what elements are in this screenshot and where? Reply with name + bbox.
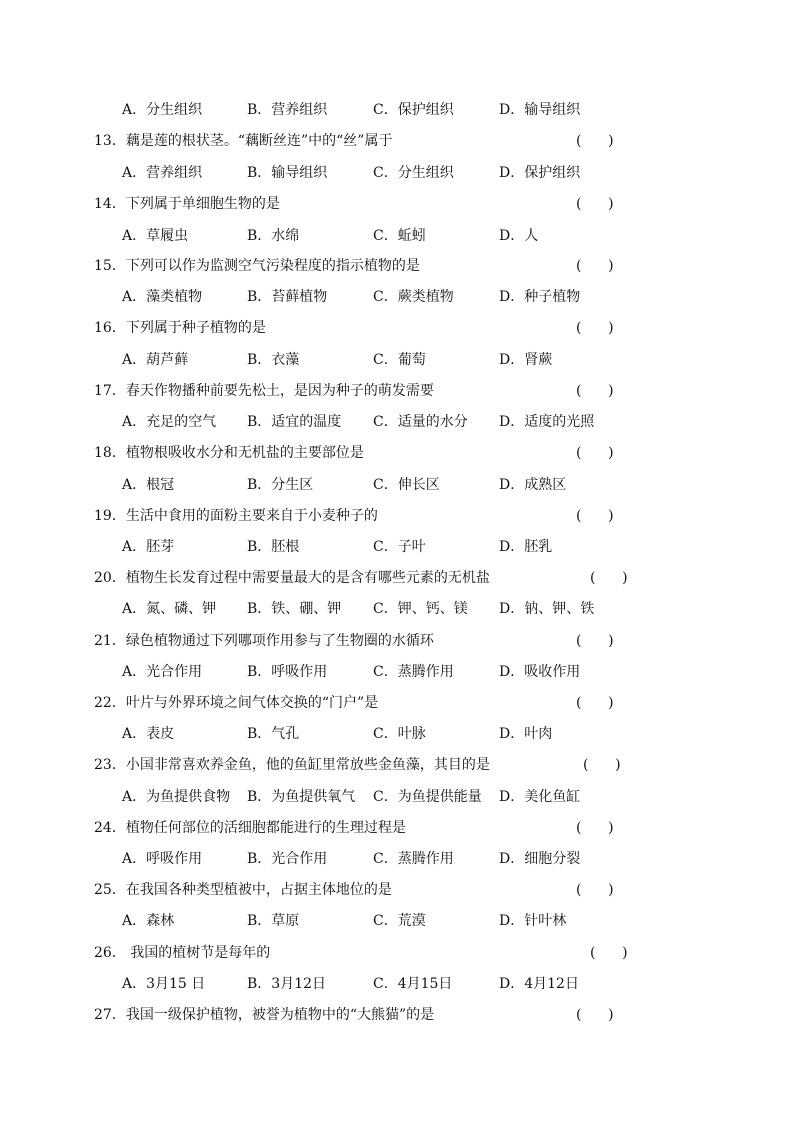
option-a: A．呼吸作用 <box>122 851 203 867</box>
option-d: D．保护组织 <box>499 165 581 181</box>
answer-parentheses: ( ) <box>576 882 614 898</box>
option-b: B．光合作用 <box>247 851 328 867</box>
option-b: B．苔藓植物 <box>247 289 328 305</box>
question-12-options <box>122 100 642 120</box>
answer-parentheses: ( ) <box>576 1007 614 1023</box>
option-c: C．蒸腾作用 <box>373 664 454 680</box>
option-c: C．葡萄 <box>373 352 426 368</box>
option-c: C．蕨类植物 <box>373 289 454 305</box>
answer-parentheses: ( ) <box>583 757 621 773</box>
option-d: D．适度的光照 <box>499 414 595 430</box>
question-13 <box>94 131 734 151</box>
question-19-options <box>122 537 642 557</box>
question-stem: 下列属于单细胞生物的是 <box>125 196 280 212</box>
question-18-options <box>122 475 642 495</box>
question-21-options <box>122 662 642 682</box>
option-d: D．成熟区 <box>499 477 567 493</box>
option-c: C．钾、钙、镁 <box>373 601 468 617</box>
option-a: A．葫芦藓 <box>122 352 189 368</box>
question-26 <box>94 943 734 963</box>
option-b: B．适宜的温度 <box>247 414 342 430</box>
answer-parentheses: ( ) <box>576 508 614 524</box>
question-25 <box>94 880 734 900</box>
option-c: C．荒漠 <box>373 913 426 929</box>
question-stem: 下列可以作为监测空气污染程度的指示植物的是 <box>125 258 420 274</box>
question-number: 18． <box>94 445 126 461</box>
question-number: 14． <box>94 196 126 212</box>
question-number: 26． <box>94 945 126 961</box>
question-stem: 绿色植物通过下列哪项作用参与了生物圈的水循环 <box>125 633 434 649</box>
question-stem: 我国的植树节是每年的 <box>125 945 271 961</box>
question-18 <box>94 443 734 463</box>
question-24-options <box>122 849 642 869</box>
question-stem: 小国非常喜欢养金鱼，他的鱼缸里常放些金鱼藻，其目的是 <box>125 757 490 773</box>
option-a: A．营养组织 <box>122 165 203 181</box>
answer-parentheses: ( ) <box>576 633 614 649</box>
question-stem: 在我国各种类型植被中，占据主体地位的是 <box>125 882 392 898</box>
question-17-options <box>122 412 642 432</box>
question-22 <box>94 693 734 713</box>
option-b: B．水绵 <box>247 228 300 244</box>
question-number: 16． <box>94 320 126 336</box>
question-20 <box>94 568 734 588</box>
option-a: A．森林 <box>122 913 175 929</box>
option-b: B．衣藻 <box>247 352 300 368</box>
option-a: A．表皮 <box>122 726 175 742</box>
question-14 <box>94 194 734 214</box>
answer-parentheses: ( ) <box>576 133 614 149</box>
question-19 <box>94 506 734 526</box>
question-22-options <box>122 724 642 744</box>
option-d: D．针叶林 <box>499 913 567 929</box>
answer-parentheses: ( ) <box>576 258 614 274</box>
option-b: B．铁、硼、钾 <box>247 601 342 617</box>
option-a: A．为鱼提供食物 <box>122 789 231 805</box>
option-d: D．细胞分裂 <box>499 851 581 867</box>
question-stem: 植物任何部位的活细胞都能进行的生理过程是 <box>125 820 406 836</box>
answer-parentheses: ( ) <box>590 570 628 586</box>
question-stem: 植物根吸收水分和无机盐的主要部位是 <box>125 445 364 461</box>
question-17 <box>94 381 734 401</box>
option-c: C．伸长区 <box>373 477 440 493</box>
answer-parentheses: ( ) <box>576 445 614 461</box>
option-d: D．输导组织 <box>499 102 581 118</box>
question-number: 19． <box>94 508 126 524</box>
option-c: C．蒸腾作用 <box>373 851 454 867</box>
question-15 <box>94 256 734 276</box>
question-15-options <box>122 287 642 307</box>
option-a: A．分生组织 <box>122 102 203 118</box>
question-23 <box>94 755 734 775</box>
answer-parentheses: ( ) <box>576 196 614 212</box>
option-d: D．肾蕨 <box>499 352 553 368</box>
question-13-options <box>122 163 642 183</box>
question-stem: 春天作物播种前要先松土，是因为种子的萌发需要 <box>125 383 434 399</box>
question-20-options <box>122 599 642 619</box>
answer-parentheses: ( ) <box>590 945 628 961</box>
question-25-options <box>122 911 642 931</box>
option-a: A．根冠 <box>122 477 175 493</box>
option-d: D．钠、钾、铁 <box>499 601 595 617</box>
question-number: 22． <box>94 695 126 711</box>
option-a: A．3月15 日 <box>122 976 206 992</box>
option-c: C．蚯蚓 <box>373 228 426 244</box>
option-b: B．输导组织 <box>247 165 328 181</box>
answer-parentheses: ( ) <box>576 320 614 336</box>
option-b: B．胚根 <box>247 539 300 555</box>
option-a: A．氮、磷、钾 <box>122 601 217 617</box>
option-c: C．适量的水分 <box>373 414 468 430</box>
option-b: B．3月12日 <box>247 976 327 992</box>
question-number: 24． <box>94 820 126 836</box>
option-d: D．叶肉 <box>499 726 553 742</box>
option-b: B．为鱼提供氧气 <box>247 789 356 805</box>
question-stem: 下列属于种子植物的是 <box>125 320 266 336</box>
option-c: C．4月15日 <box>373 976 453 992</box>
question-26-options <box>122 974 642 994</box>
answer-parentheses: ( ) <box>576 695 614 711</box>
option-d: D．吸收作用 <box>499 664 581 680</box>
option-b: B．气孔 <box>247 726 300 742</box>
question-number: 17． <box>94 383 126 399</box>
answer-parentheses: ( ) <box>576 383 614 399</box>
question-stem: 藕是莲的根状茎。“藕断丝连”中的“丝”属于 <box>125 133 393 149</box>
option-b: B．草原 <box>247 913 300 929</box>
question-16 <box>94 318 734 338</box>
question-number: 20． <box>94 570 126 586</box>
question-number: 21． <box>94 633 126 649</box>
option-a: A．胚芽 <box>122 539 175 555</box>
question-27 <box>94 1005 734 1025</box>
question-stem: 植物生长发育过程中需要量最大的是含有哪些元素的无机盐 <box>125 570 490 586</box>
option-a: A．草履虫 <box>122 228 189 244</box>
question-number: 13． <box>94 133 126 149</box>
question-14-options <box>122 226 642 246</box>
question-number: 23． <box>94 757 126 773</box>
option-a: A．充足的空气 <box>122 414 217 430</box>
question-stem: 我国一级保护植物，被誉为植物中的“大熊猫”的是 <box>125 1007 435 1023</box>
question-number: 25． <box>94 882 126 898</box>
option-c: C．分生组织 <box>373 165 454 181</box>
option-b: B．分生区 <box>247 477 314 493</box>
question-stem: 生活中食用的面粉主要来自于小麦种子的 <box>125 508 378 524</box>
option-d: D．人 <box>499 228 539 244</box>
question-23-options <box>122 787 642 807</box>
option-c: C．子叶 <box>373 539 426 555</box>
question-21 <box>94 631 734 651</box>
option-a: A．藻类植物 <box>122 289 203 305</box>
option-d: D．美化鱼缸 <box>499 789 581 805</box>
option-b: B．营养组织 <box>247 102 328 118</box>
option-c: C．叶脉 <box>373 726 426 742</box>
option-d: D．胚乳 <box>499 539 553 555</box>
question-24 <box>94 818 734 838</box>
question-number: 15． <box>94 258 126 274</box>
option-d: D．4月12日 <box>499 976 579 992</box>
option-b: B．呼吸作用 <box>247 664 328 680</box>
option-c: C．为鱼提供能量 <box>373 789 482 805</box>
option-a: A．光合作用 <box>122 664 203 680</box>
answer-parentheses: ( ) <box>576 820 614 836</box>
option-d: D．种子植物 <box>499 289 581 305</box>
question-16-options <box>122 350 642 370</box>
option-c: C．保护组织 <box>373 102 454 118</box>
question-stem: 叶片与外界环境之间气体交换的“门户”是 <box>125 695 379 711</box>
question-number: 27． <box>94 1007 126 1023</box>
